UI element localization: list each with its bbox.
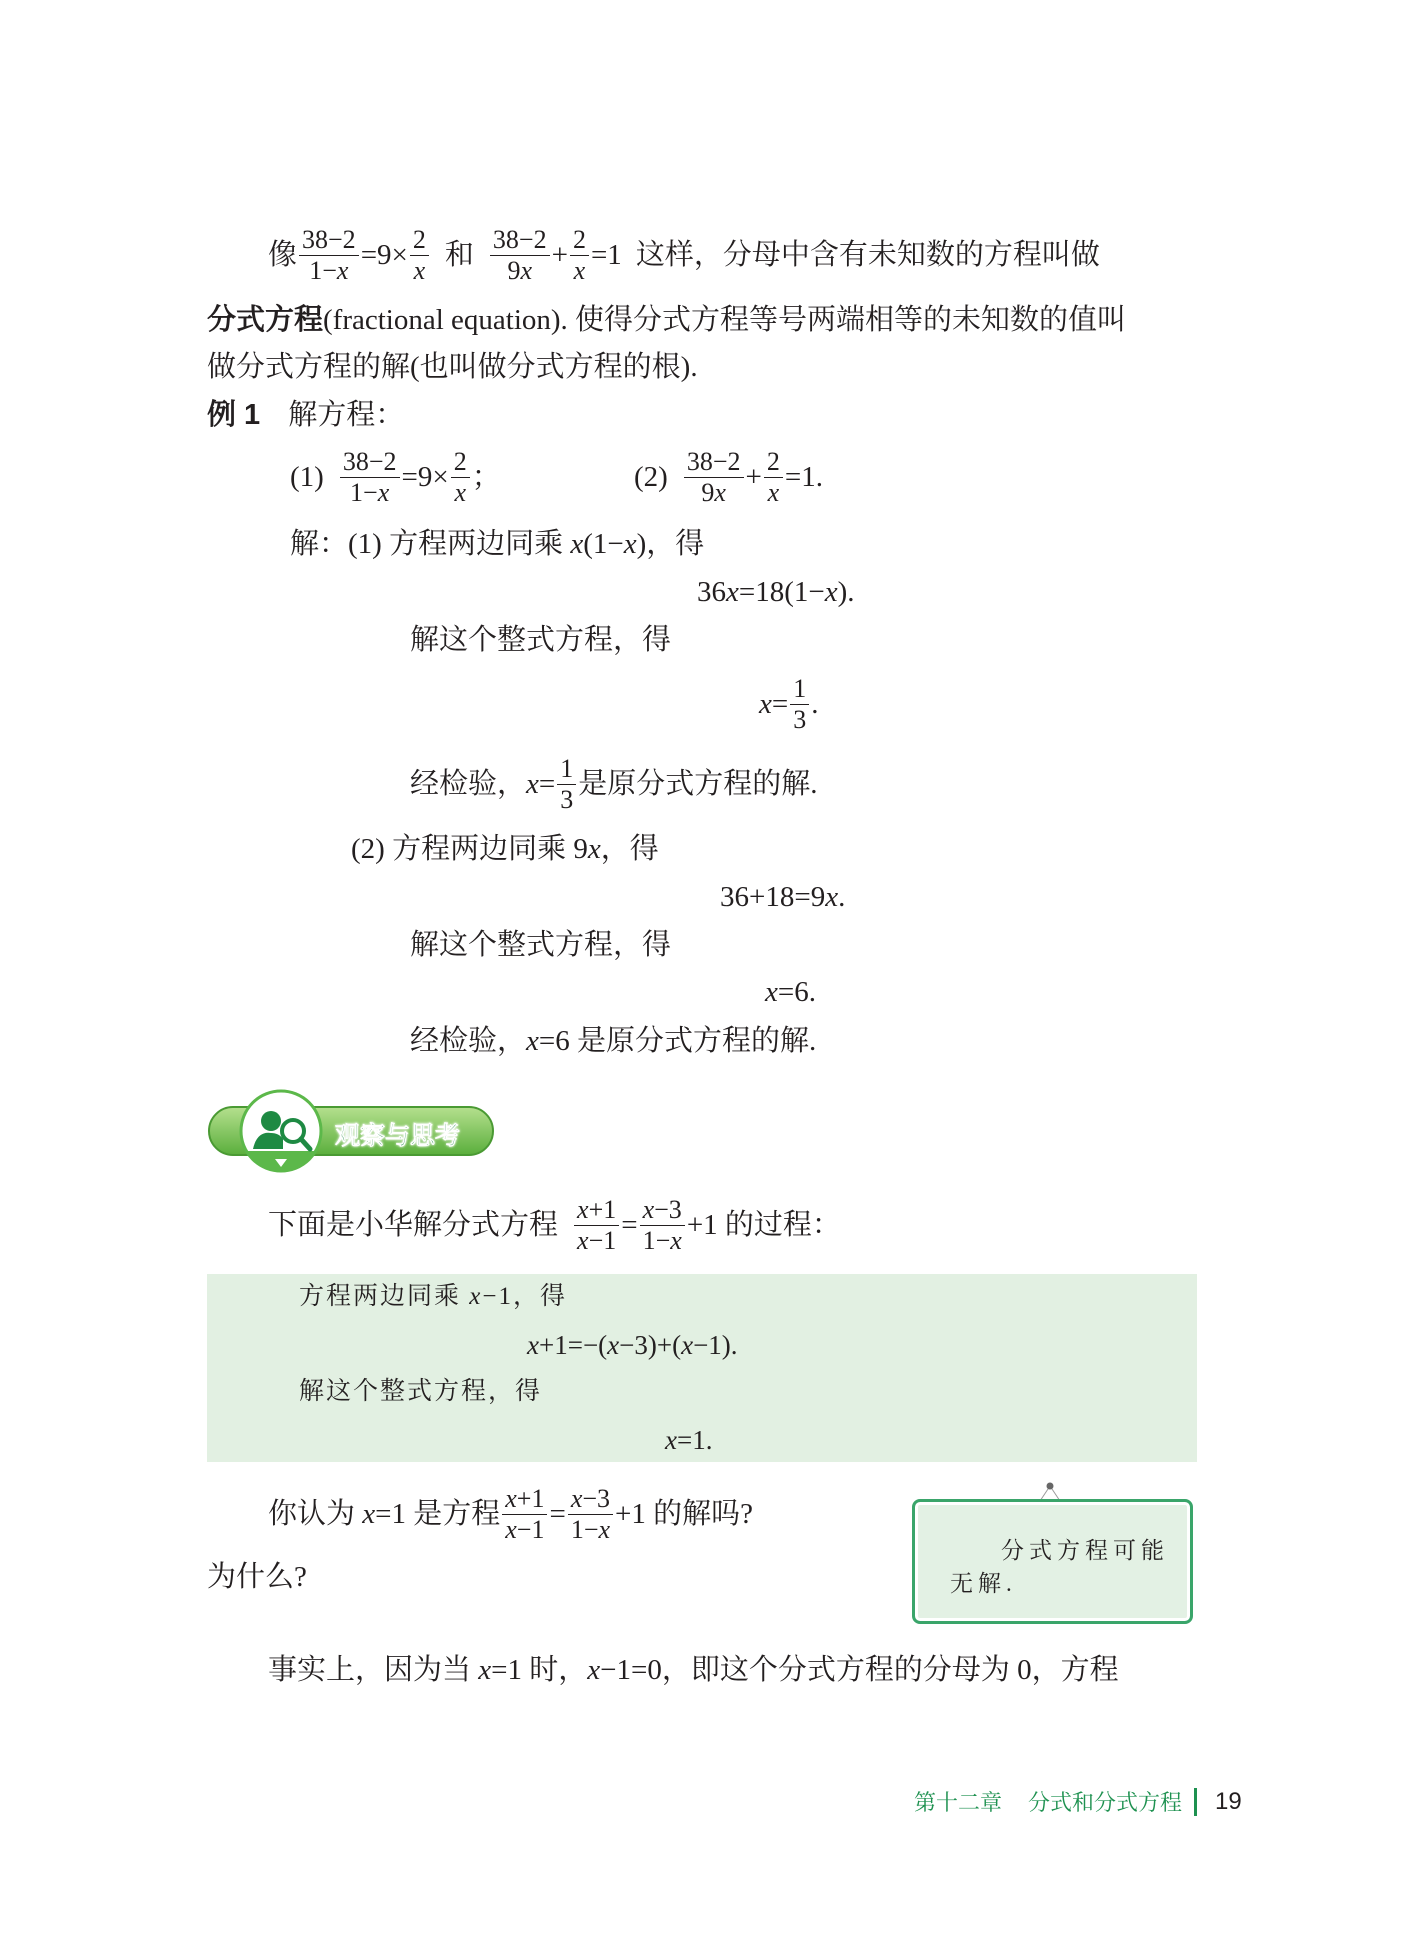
- example-heading: [207, 395, 404, 435]
- box-line: 方程两边同乘 x−1，得: [299, 1283, 567, 1310]
- box-line: x+1=−(x−3)+(x−1).: [527, 1330, 738, 1360]
- intro-line: [268, 224, 1100, 285]
- fact-line: 事实上，因为当 x=1 时，x−1=0，即这个分式方程的分母为 0，方程: [268, 1654, 1119, 1686]
- note-text: 无解.: [950, 1571, 1017, 1596]
- problem-2: (2) $\frac{38-2}{9x}$ + $\frac{2}{x}$ =1.: [634, 446, 823, 507]
- solution-2-intro: (2) 方程两边同乘 9x，得: [351, 833, 659, 865]
- text: =1: [590, 239, 622, 271]
- solution-1-check: 经检验，x= $\frac{1}{3}$ 是原分式方程的解.: [410, 753, 818, 814]
- box-line: x=1.: [665, 1425, 713, 1455]
- solution-1-result: x= $\frac{1}{3}$ .: [759, 673, 819, 734]
- banner-label: 观察与思考: [335, 1122, 461, 1150]
- solution-2-check: 经检验，x=6 是原分式方程的解.: [410, 1025, 817, 1057]
- note-card: [912, 1499, 1193, 1624]
- page-number: 19: [1215, 1787, 1242, 1815]
- chapter-title: 分式和分式方程: [1028, 1790, 1183, 1815]
- text: 这样，分母中含有未知数的方程叫做: [635, 239, 1100, 271]
- observe-think-banner: [207, 1089, 497, 1177]
- solution-1-intro: 解：(1) 方程两边同乘 x(1−x)，得: [290, 528, 705, 560]
- divider: [1194, 1788, 1197, 1816]
- text: 像: [268, 239, 298, 271]
- fraction: $\frac{2}{x}$: [410, 225, 429, 286]
- fraction: $\frac{2}{x}$: [570, 225, 589, 286]
- box-line: 解这个整式方程，得: [299, 1378, 543, 1405]
- text: =9×: [360, 239, 408, 271]
- solution-2-solve: 解这个整式方程，得: [410, 929, 672, 961]
- text: (fractional equation). 使得分式方程等号两端相等的未知数的值叫: [323, 304, 1127, 336]
- example-label: 例 1: [207, 399, 261, 431]
- question-line-2: 为什么?: [207, 1561, 307, 1593]
- note-text: 分式方程可能: [1001, 1538, 1169, 1563]
- text: 和: [444, 239, 474, 271]
- fraction: $\frac{38-2}{1-x}$: [299, 225, 359, 286]
- solution-1-equation: 36x=18(1−x).: [697, 576, 855, 608]
- text: 解方程：: [288, 399, 405, 431]
- definition-line-2: 做分式方程的解(也叫做分式方程的根).: [207, 351, 698, 383]
- solution-2-result: x=6.: [765, 976, 816, 1008]
- term: 分式方程: [207, 304, 324, 336]
- problem-1: (1) $\frac{38-2}{1-x}$ =9× $\frac{2}{x}$ ；: [290, 446, 501, 507]
- solution-2-equation: 36+18=9x.: [720, 881, 846, 913]
- question-line: 你认为 x=1 是方程 $\frac{x+1}{x-1}$ = $\frac{x-3}{1-x}$ +1 的解吗?: [268, 1483, 754, 1544]
- worked-solution-box: [207, 1274, 1197, 1462]
- observe-intro: 下面是小华解分式方程 $\frac{x+1}{x-1}$ = $\frac{x-3}{1-x}$ +1 的过程：: [268, 1194, 841, 1255]
- fraction: $\frac{38-2}{9x}$: [490, 225, 550, 286]
- page-footer: [914, 1786, 1242, 1817]
- text: +: [551, 239, 568, 271]
- definition-line: [207, 300, 1126, 340]
- chapter-label: 第十二章: [914, 1790, 1003, 1815]
- solution-1-solve: 解这个整式方程，得: [410, 624, 672, 656]
